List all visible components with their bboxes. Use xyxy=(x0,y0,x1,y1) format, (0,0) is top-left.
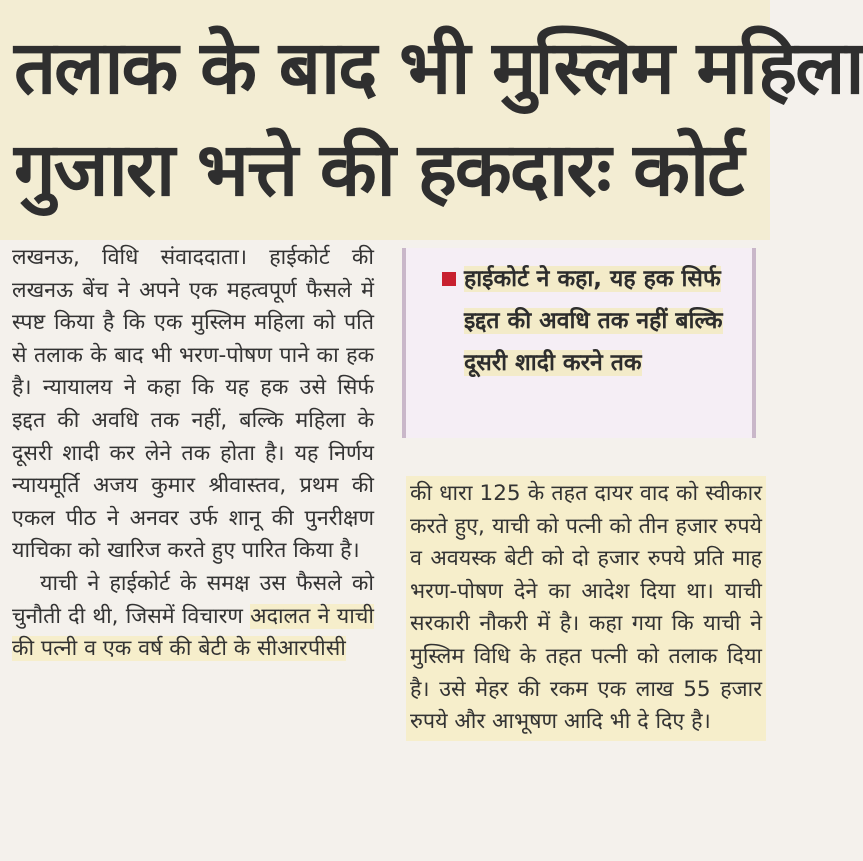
paragraph-2-start: याची ने हाईकोर्ट के समक्ष उस फैसले को चुनौती दी थी, जिसमें विचारण xyxy=(12,570,374,629)
article-column-right xyxy=(406,476,766,741)
headline-line-2: गुजारा भत्ते की हकदारः कोर्ट xyxy=(14,127,743,213)
headline-line-1: तलाक के बाद भी मुस्लिम महिला xyxy=(14,25,863,111)
paragraph-1 xyxy=(12,242,374,568)
square-bullet-icon xyxy=(442,272,456,286)
paragraph-2 xyxy=(12,568,374,666)
paragraph-1-body: हाईकोर्ट की लखनऊ बेंच ने अपने एक महत्वपूर्ण फैसले में स्पष्ट किया है कि एक मुस्लिम महिला को पति से तलाक के बाद भी भरण-पोषण पाने का हक है। न्यायालय ने कहा कि यह हक उसे सिर्फ इद्दत की अवधि तक नहीं, बल्कि महिला के दूसरी शादी कर लेने तक होता है। यह निर्णय न्यायमूर्ति अजय कुमार श्रीवास्तव, प्रथम की एकल पीठ ने अनवर उर्फ शानू की पुनरीक्षण याचिका को खारिज करते हुए पारित किया है। xyxy=(12,245,374,564)
dateline: लखनऊ, विधि संवाददाता। xyxy=(12,245,247,270)
paragraph-2-continued: की धारा 125 के तहत दायर वाद को स्वीकार करते हुए, याची को पत्नी को तीन हजार रुपये व अवयस्क बेटी को दो हजार रुपये प्रति माह भरण-पोषण देने का आदेश दिया था। याची सरकारी नौकरी में है। कहा गया कि याची ने मुस्लिम विधि के तहत पत्नी को तलाक दिया है। उसे मेहर की रकम एक लाख 55 हजार रुपये और आभूषण आदि भी दे दिए है। xyxy=(410,481,762,735)
pull-quote-text: हाईकोर्ट ने कहा, यह हक सिर्फ इद्दत की अवधि तक नहीं बल्कि दूसरी शादी करने तक xyxy=(464,266,723,376)
article-column-left xyxy=(12,242,374,666)
pull-quote-box xyxy=(402,248,756,438)
paragraph-2-highlight: अदालत ने याची की पत्नी व एक वर्ष की बेटी के सीआरपीसी xyxy=(12,603,374,662)
headline-banner xyxy=(0,0,863,240)
